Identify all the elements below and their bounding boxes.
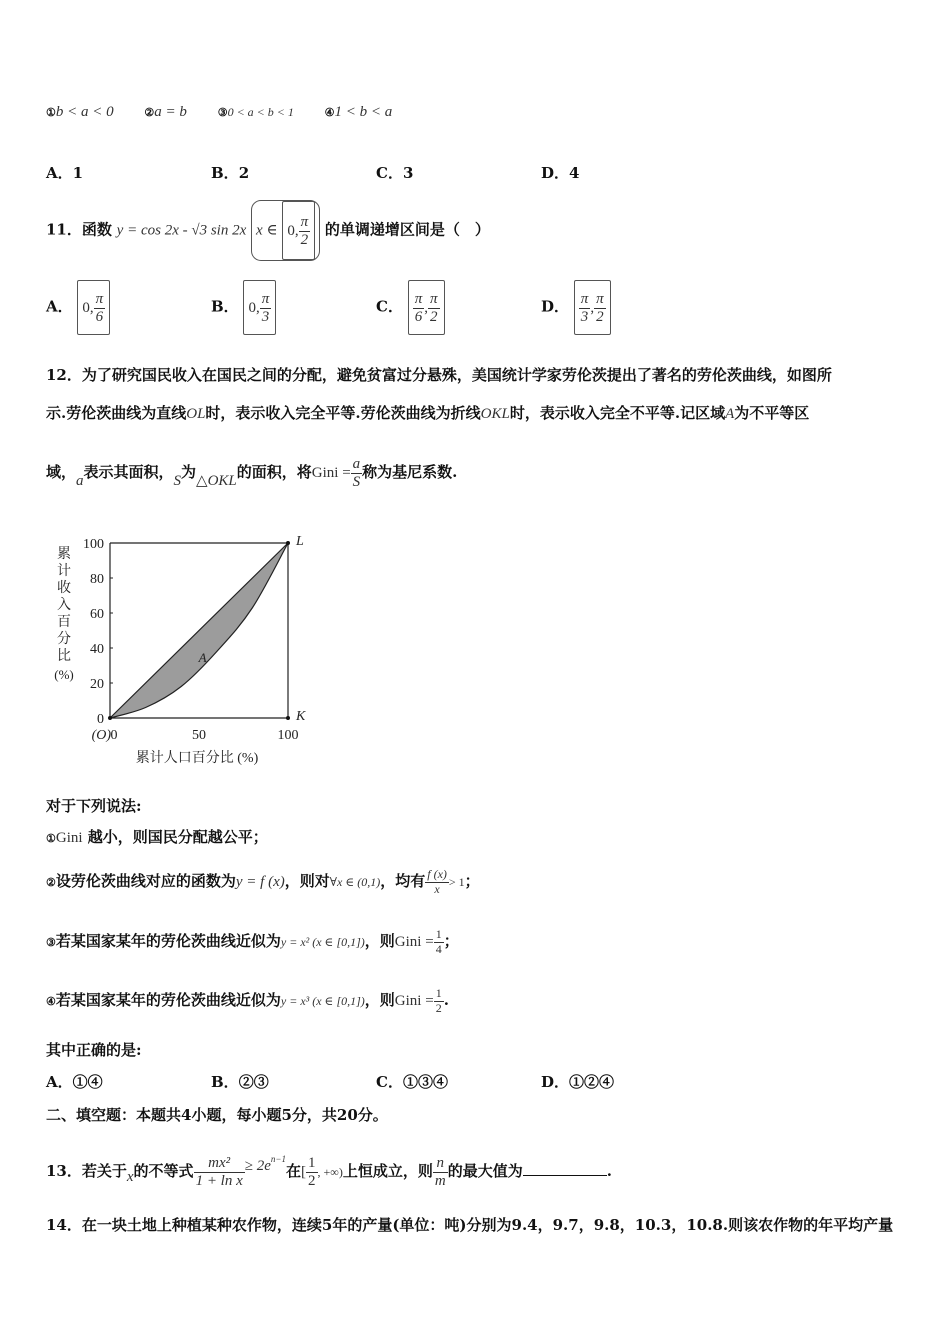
- q12-line-3: 域，a表示其面积，S为△OKL的面积，将Gini = $\frac{a}{S}$ 称为基尼系数.: [46, 456, 458, 490]
- region-a-label: A: [198, 650, 207, 665]
- q10-option-b: B．2: [211, 164, 250, 182]
- region-a-fill: [110, 543, 288, 718]
- q12-line-1: 12．为了研究国民收入在国民之间的分配，避免贫富过分悬殊，美国统计学家劳伦茨提出了著名的劳伦茨曲线，如图所: [46, 366, 832, 384]
- statement-4: ④若某国家某年的劳伦茨曲线近似为y = x³ (x ∈ [0,1])，则Gini = $\frac{1}{2}$ .: [46, 986, 449, 1015]
- q11-option-b: B． 0, $\frac{\pi}{3}$: [211, 280, 276, 335]
- q11-option-d: D． $\frac{\pi}{3}$ , $\frac{\pi}{2}$: [541, 280, 611, 335]
- y-tick-label: 0: [97, 712, 104, 727]
- q10-option-c: C．3: [376, 164, 414, 182]
- q11-domain: x ∈ 0, $\frac{\pi}{2}$: [251, 200, 320, 261]
- lorenz-chart: [40, 528, 330, 778]
- x-tick-label: 50: [192, 728, 206, 743]
- statement-3: ③若某国家某年的劳伦茨曲线近似为y = x² (x ∈ [0,1])，则Gini = $\frac{1}{4}$ ；: [46, 927, 459, 956]
- y-tick-label: 40: [90, 642, 104, 657]
- origin-label: (O): [91, 728, 111, 743]
- q11-option-c: C． $\frac{\pi}{6}$ , $\frac{\pi}{2}$: [376, 280, 445, 335]
- q10-option-a: A．1: [46, 164, 84, 182]
- y-label-char: 累: [57, 547, 71, 562]
- q12-question: 其中正确的是:: [46, 1041, 142, 1059]
- y-axis-label: [54, 546, 74, 682]
- y-label-char: 入: [57, 598, 71, 613]
- y-label-char: 收: [57, 581, 71, 596]
- q10-option-d: D．4: [541, 164, 580, 182]
- y-label-char: 分: [57, 632, 71, 647]
- answer-blank: [523, 1161, 607, 1176]
- q11-option-a: A． 0, $\frac{\pi}{6}$: [46, 280, 110, 335]
- x-tick-label: 0: [110, 728, 118, 743]
- q10-item-3: ③0 < a < b < 1: [217, 105, 294, 119]
- q12-option-a: A．①④: [46, 1073, 103, 1091]
- q13: 13．若关于x的不等式 $\frac{\text{mx²}}{\text{1 + ln x}}$ ≥ $2e^{n-1}$在[ $\frac{1}{2}$ , +∞)上恒成立，则 $\frac{n}{m}$ 的最大值为 .: [46, 1154, 612, 1189]
- x-axis-label: 累计人口百分比 (%): [135, 751, 259, 766]
- y-tick-label: 100: [83, 537, 104, 552]
- q12-option-c: C．①③④: [376, 1073, 448, 1091]
- q12-line-2: 示.劳伦茨曲线为直线OL时，表示收入完全平等.劳伦茨曲线为折线OKL时，表示收入完全不平等.记区域A为不平等区: [46, 404, 810, 422]
- statement-2: ②设劳伦茨曲线对应的函数为y = f (x)，则对∀x ∈ (0,1)，均有 $\frac{f (x)}{x}$ > 1；: [46, 867, 480, 896]
- statements-intro: 对于下列说法:: [46, 797, 142, 815]
- point-l-label: L: [296, 534, 304, 549]
- y-label-char: 百: [57, 615, 71, 630]
- q11-function: y = cos 2x - √3 sin 2x: [116, 222, 247, 239]
- origin-point: [108, 716, 112, 720]
- q12-option-d: D．①②④: [541, 1073, 615, 1091]
- point-k: [286, 716, 290, 720]
- y-tick-label: 60: [90, 607, 104, 622]
- q14: 14．在一块土地上种植某种农作物，连续5年的产量(单位：吨)分别为9.4，9.7，9.8，10.3，10.8.则该农作物的年平均产量: [46, 1216, 894, 1234]
- section-2-heading: 二、填空题：本题共4小题，每小题5分，共20分。: [46, 1106, 388, 1124]
- y-label-char: 比: [57, 649, 71, 664]
- statement-1: ①Gini 越小，则国民分配越公平；: [46, 828, 268, 846]
- point-k-label: K: [296, 709, 306, 724]
- q10-item-4: ④1 < b < a: [324, 104, 393, 120]
- x-tick-label: 100: [277, 728, 299, 743]
- q10-items: [46, 102, 392, 121]
- q10-item-1: ①b < a < 0: [46, 104, 114, 120]
- y-label-unit: (%): [54, 667, 74, 682]
- q11-stem: 11．函数 y = cos 2x - √3 sin 2x x ∈ 0, $\frac{\pi}{2}$ 的单调递增区间是（ ）: [46, 200, 490, 261]
- y-label-char: 计: [57, 564, 71, 579]
- y-tick-label: 80: [90, 572, 104, 587]
- q10-item-2: ②a = b: [144, 104, 187, 120]
- q12-option-b: B．②③: [211, 1073, 269, 1091]
- y-tick-label: 20: [90, 677, 104, 692]
- point-l: [286, 541, 290, 545]
